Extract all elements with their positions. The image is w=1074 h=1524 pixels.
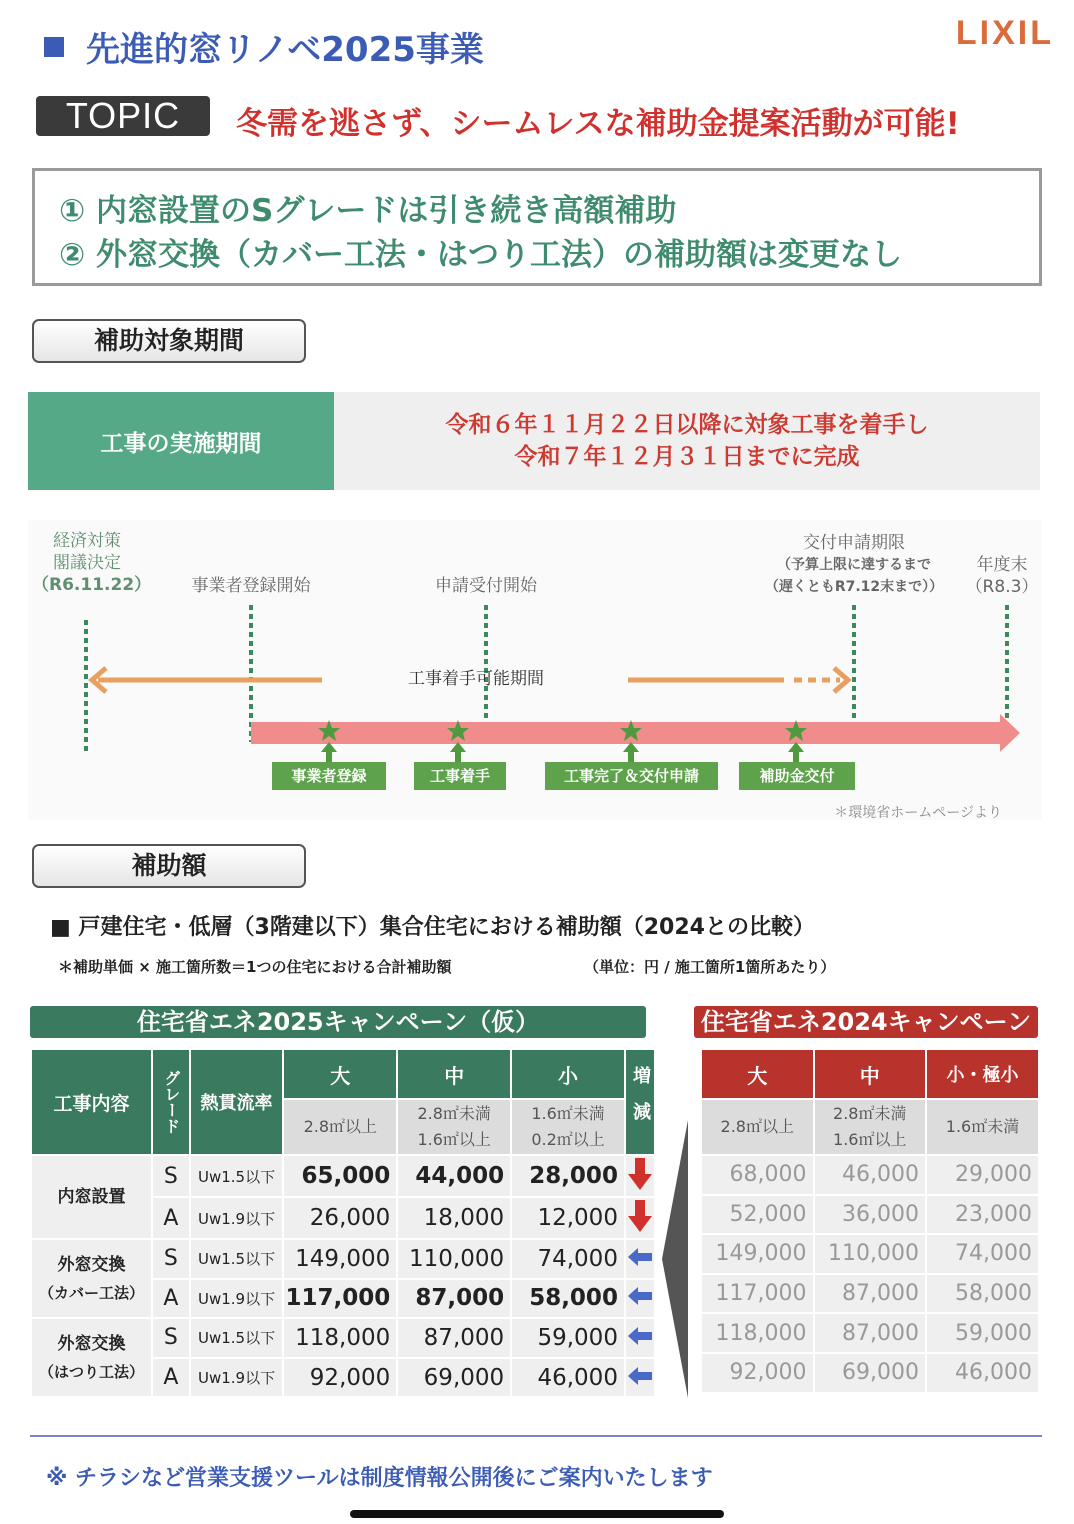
footer-note: ※ チラシなど営業支援ツールは制度情報公開後にご案内いたします [46,1466,713,1491]
table-row [701,1195,1039,1235]
table-row [31,1239,655,1279]
milestone-application-deadline: 交付申請期限 （予算上限に達するまで （遅くともR7.12末まで）） [764,533,944,595]
grade-cell: A [152,1279,190,1319]
value-cell: 29,000 [926,1155,1039,1195]
value-cell: 46,000 [511,1358,625,1398]
table-row [701,1234,1039,1274]
unchanged-arrow-icon [625,1279,655,1319]
period-text [334,392,1040,490]
value-cell: 149,000 [701,1234,814,1274]
calculation-note: ＊補助単価 × 施工箇所数＝1つの住宅における合計補助額 [58,958,452,976]
table-2024 [700,1048,1040,1394]
value-cell: 69,000 [814,1353,927,1393]
col-mid-2024: 中 [814,1049,927,1099]
value-cell: 58,000 [926,1274,1039,1314]
table-row [701,1313,1039,1353]
value-cell: 87,000 [397,1279,511,1319]
period-line-2: 令和７年１２月３１日までに完成 [514,444,860,470]
sub-small-2024: 1.6㎡未満 [926,1099,1039,1155]
table-2025 [30,1048,656,1398]
table-row [701,1353,1039,1393]
value-cell: 28,000 [511,1155,625,1197]
value-cell: 65,000 [283,1155,397,1197]
col-large-2024: 大 [701,1049,814,1099]
period-box [28,392,1040,490]
sub-mid-2024: 2.8㎡未満 1.6㎡以上 [814,1099,927,1155]
category-inner-window: 内窓設置 [31,1155,152,1239]
value-cell: 59,000 [926,1313,1039,1353]
value-cell: 87,000 [397,1318,511,1358]
value-cell: 58,000 [511,1279,625,1319]
key-points-box [32,168,1042,286]
decrease-arrow-icon [625,1155,655,1197]
col-mid: 中 [397,1049,511,1099]
milestone-business-registration: 事業者登録開始 [191,576,311,596]
period-section-label: 補助対象期間 [32,319,306,363]
value-cell: 59,000 [511,1318,625,1358]
page-title [44,22,484,71]
col-small-2024: 小・極小 [926,1049,1039,1099]
campaign-2025-title: 住宅省エネ2025キャンペーン（仮） [30,1006,646,1038]
milestone-fiscal-year-end: 年度末 （R8.3） [965,555,1039,597]
value-cell: 46,000 [814,1155,927,1195]
uw-cell: Uw1.5以下 [190,1155,283,1197]
stage-construction-start: 工事着手 [414,762,506,790]
unchanged-arrow-icon [625,1318,655,1358]
sub-mid: 2.8㎡未満 1.6㎡以上 [397,1099,511,1155]
sub-large: 2.8㎡以上 [283,1099,397,1155]
value-cell: 18,000 [397,1197,511,1239]
topic-headline: 冬需を逃さず、シームレスな補助金提案活動が可能! [236,106,960,142]
up-arrow-icon [623,742,639,762]
value-cell: 68,000 [701,1155,814,1195]
point-2: ② 外窓交換（カバー工法・はつり工法）の補助額は変更なし [59,237,903,273]
value-cell: 46,000 [926,1353,1039,1393]
value-cell: 87,000 [814,1313,927,1353]
unchanged-arrow-icon [625,1358,655,1398]
table-row [31,1318,655,1358]
campaign-2024-title: 住宅省エネ2024キャンペーン [694,1006,1038,1038]
amount-heading: ■ 戸建住宅・低層（3階建以下）集合住宅における補助額（2024との比較） [50,915,815,940]
uw-cell: Uw1.9以下 [190,1279,283,1319]
source-note: ＊環境省ホームページより [834,805,1002,821]
period-line-1: 令和６年１１月２２日以降に対象工事を着手し [445,412,929,438]
value-cell: 117,000 [701,1274,814,1314]
table-row [701,1155,1039,1195]
up-arrow-icon [788,742,804,762]
category-cover-method: 外窓交換 （カバー工法） [31,1239,152,1318]
col-large: 大 [283,1049,397,1099]
value-cell: 110,000 [397,1239,511,1279]
amount-section-label: 補助額 [32,844,306,888]
value-cell: 44,000 [397,1155,511,1197]
value-cell: 87,000 [814,1274,927,1314]
lixil-logo: LIXIL [955,14,1054,52]
home-indicator[interactable] [350,1510,724,1518]
grade-cell: S [152,1155,190,1197]
milestone-application-start: 申請受付開始 [435,576,537,596]
grade-cell: S [152,1239,190,1279]
period-row-label: 工事の実施期間 [28,392,334,490]
stage-subsidy-payment: 補助金交付 [739,762,855,790]
value-cell: 74,000 [511,1239,625,1279]
col-uw: 熱貫流率 [190,1049,283,1155]
value-cell: 118,000 [701,1313,814,1353]
point-1: ① 内窓設置のSグレードは引き続き高額補助 [59,193,677,229]
page-title-text: 先進的窓リノベ2025事業 [86,30,484,70]
sub-large-2024: 2.8㎡以上 [701,1099,814,1155]
value-cell: 23,000 [926,1195,1039,1235]
milestone-cabinet-decision: 経済対策 閣議決定 （R6.11.22） [32,531,152,595]
value-cell: 74,000 [926,1234,1039,1274]
grade-cell: A [152,1197,190,1239]
up-arrow-icon [450,742,466,762]
up-arrow-icon [321,742,337,762]
grade-cell: A [152,1358,190,1398]
main-arrowhead [1000,714,1020,752]
category-chipping-method: 外窓交換 （はつり工法） [31,1318,152,1397]
value-cell: 12,000 [511,1197,625,1239]
value-cell: 69,000 [397,1358,511,1398]
stage-business-registration: 事業者登録 [272,762,386,790]
value-cell: 117,000 [283,1279,397,1319]
value-cell: 26,000 [283,1197,397,1239]
uw-cell: Uw1.9以下 [190,1197,283,1239]
value-cell: 118,000 [283,1318,397,1358]
value-cell: 92,000 [701,1353,814,1393]
grade-cell: S [152,1318,190,1358]
col-change: 増減 [625,1049,655,1155]
value-cell: 149,000 [283,1239,397,1279]
value-cell: 92,000 [283,1358,397,1398]
construction-start-period-label: 工事着手可能期間 [408,669,544,689]
uw-cell: Uw1.5以下 [190,1239,283,1279]
col-small: 小 [511,1049,625,1099]
col-work: 工事内容 [31,1049,152,1155]
table-row [701,1274,1039,1314]
stage-completion-application: 工事完了＆交付申請 [545,762,718,790]
value-cell: 52,000 [701,1195,814,1235]
footer-divider [30,1435,1042,1437]
timeline-diagram [28,520,1042,820]
uw-cell: Uw1.9以下 [190,1358,283,1398]
value-cell: 36,000 [814,1195,927,1235]
table-row [31,1155,655,1197]
unit-note: （単位：円 / 施工箇所1箇所あたり） [584,958,836,976]
topic-badge: TOPIC [36,96,210,136]
sub-small: 1.6㎡未満 0.2㎡以上 [511,1099,625,1155]
decrease-arrow-icon [625,1197,655,1239]
comparison-wedge-shape [660,1120,690,1400]
title-square-icon [44,37,64,57]
uw-cell: Uw1.5以下 [190,1318,283,1358]
col-grade: グレード [152,1049,190,1155]
value-cell: 110,000 [814,1234,927,1274]
unchanged-arrow-icon [625,1239,655,1279]
